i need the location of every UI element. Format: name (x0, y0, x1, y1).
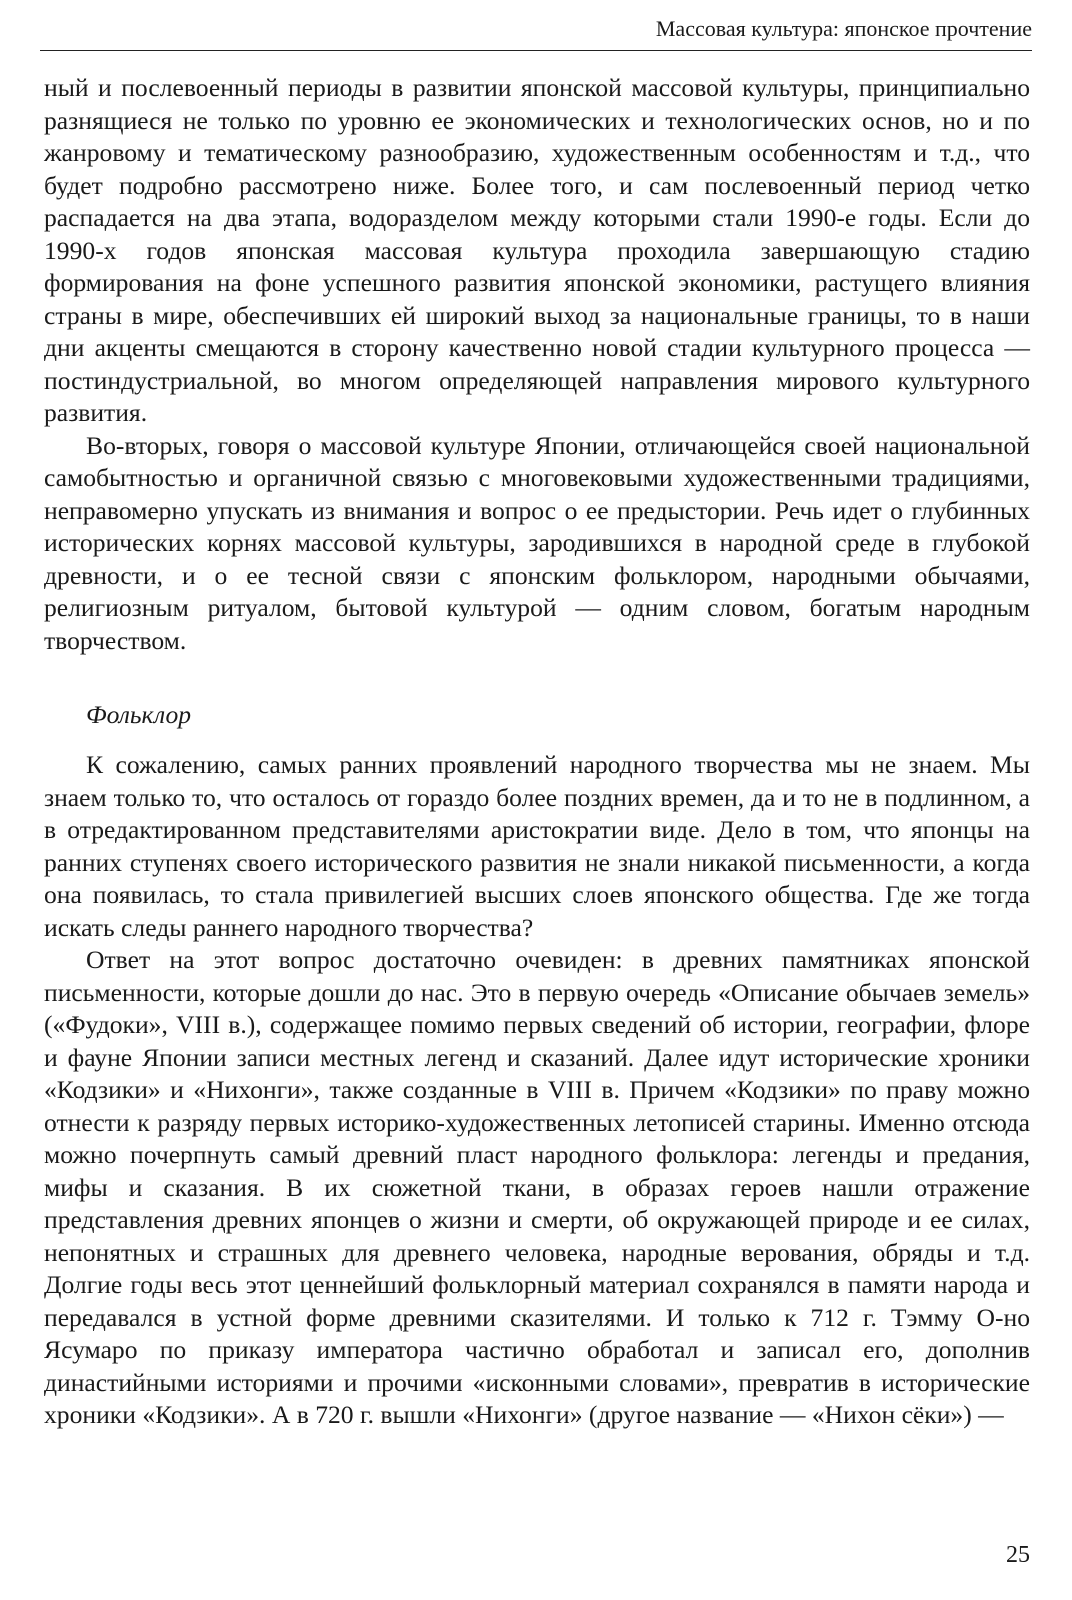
section-heading: Фольклор (86, 700, 192, 729)
paragraph: Во-вторых, говоря о массовой культуре Японии, отличающейся своей национальной самобытностью и органичной связью с многовековыми художественными традициями, неправомерно упускать из внимания и вопрос о ее предыстории. Речь идет о глубинных исторических корнях массовой культуры, зародившихся в народной среде в глубокой древности, и о ее тесной связи с японским фольклором, народными обычаями, религиозным ритуалом, бытовой культурой — одним словом, богатым народным творчеством. (44, 430, 1030, 655)
paragraph: К сожалению, самых ранних проявлений народного творчества мы не знаем. Мы знаем только то, что осталось от гораздо более поздних времен, да и то не в подлинном, а в отредактированном представителями аристократии виде. Дело в том, что японцы на ранних ступенях своего исторического развития не знали никакой письменности, а когда она появилась, то стала привилегией высших слоев японского общества. Где же тогда искать следы раннего народного творчества? (44, 750, 1030, 942)
running-header: Массовая культура: японское прочтение (40, 14, 1032, 51)
page-number: 25 (1006, 1542, 1030, 1568)
paragraph: Ответ на этот вопрос достаточно очевиден: в древних памятниках японской письменности, которые дошли до нас. Это в первую очередь «Описание обычаев земель» («Фудоки», VIII в.), содержащее помимо первых сведений об истории, географии, флоре и фауне Японии записи местных легенд и сказаний. Далее идут исторические хроники «Кодзики» и «Нихонги», также созданные в VIII в. Причем «Кодзики» по праву можно отнести к разряду первых историко-художественных летописей старины. Именно отсюда можно почерпнуть самый древний пласт народного фольклора: легенды и предания, мифы и сказания. В их сюжетной ткани, в образах героев нашли отражение представления древних японцев о жизни и смерти, об окружающей природе и ее силах, непонятных и страшных для древнего человека, народные верования, обряды и т.д. Долгие годы весь этот ценнейший фольклорный материал сохранялся в памяти народа и передавался в устной форме древними сказителями. И только к 712 г. Тэмму О-но Ясумаро по приказу императора частично обработал и записал его, дополнив династийными историями и прочими «исконными словами», превратив в исторические хроники «Кодзики». А в 720 г. вышли «Нихонги» (другое название — «Нихон сёки») — (44, 945, 1030, 1429)
body-text (44, 72, 1030, 1432)
paragraph-continuation: ный и послевоенный периоды в развитии японской массовой культуры, принципиально разнящиеся не только по уровню ее экономических и технологических основ, но и по жанровому и тематическому разнообразию, художественным особенностям и т.д., что будет подробно рассмотрено ниже. Более того, и сам послевоенный период четко распадается на два этапа, водоразделом между которыми стали 1990-е годы. Если до 1990-х годов японская массовая культура проходила завершающую стадию формирования на фоне успешного развития японской экономики, растущего влияния страны в мире, обеспечивших ей широкий выход за национальные границы, то в наши дни акценты смещаются в сторону качественно новой стадии культурного процесса — постиндустриальной, во многом определяющей направления мирового культурного развития. (44, 73, 1030, 427)
